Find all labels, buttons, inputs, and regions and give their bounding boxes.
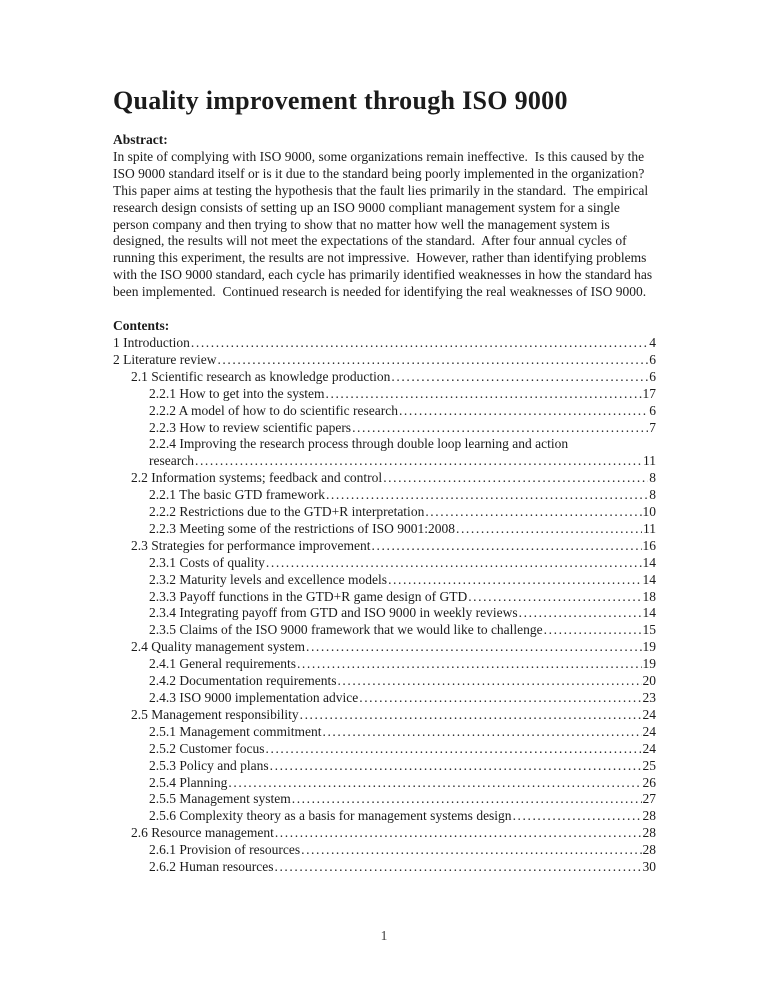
toc-dot-leader bbox=[274, 859, 641, 876]
toc-entry-title: 2.1 Scientific research as knowledge production bbox=[131, 368, 391, 384]
toc-entry-title: 2.6 Resource management bbox=[131, 825, 274, 841]
toc-entry-title: 2.4.1 General requirements bbox=[149, 656, 296, 672]
toc-entry-title: research bbox=[149, 453, 194, 469]
toc-dot-leader bbox=[301, 842, 641, 859]
toc-entry bbox=[113, 724, 656, 741]
toc-dot-leader bbox=[292, 791, 642, 808]
toc-dot-leader bbox=[425, 504, 641, 521]
abstract-section bbox=[113, 132, 656, 301]
toc-entry-title: 2.3.3 Payoff functions in the GTD+R game design of GTD bbox=[149, 588, 468, 604]
abstract-body: In spite of complying with ISO 9000, some organizations remain ineffective. Is this caused by the ISO 9000 standard itself or is it due to the standard being poorly implemented in the organization? This paper aims at testing the hypothesis that the fault lies primarily in the standard. The empirical research design consists of setting up an ISO 9000 compliant management system for a single person company and then trying to show that no matter how well the management system is designed, the results will not meet the expectations of the standard. After four annual cycles of running this experiment, the results are not impressive. However, rather than identifying problems with the ISO 9000 standard, each cycle has primarily identified weaknesses in how the standard has been implemented. Continued research is needed for identifying the real weaknesses of ISO 9000. bbox=[113, 148, 656, 300]
toc-page-number: 28 bbox=[642, 842, 656, 858]
toc-entry-title: 2.5.3 Policy and plans bbox=[149, 757, 269, 773]
toc-page-number: 8 bbox=[649, 470, 656, 486]
toc-entry bbox=[113, 605, 656, 622]
toc-page-number: 11 bbox=[643, 453, 656, 469]
toc-entry bbox=[113, 504, 656, 521]
toc-entry-title: 2 Literature review bbox=[113, 351, 217, 367]
contents-heading: Contents: bbox=[113, 318, 170, 334]
toc-page-number: 28 bbox=[642, 808, 656, 824]
toc-page-number: 6 bbox=[649, 351, 656, 367]
toc-page-number: 11 bbox=[643, 520, 656, 536]
toc-page-number: 24 bbox=[642, 740, 656, 756]
toc-entry bbox=[113, 436, 656, 453]
toc-dot-leader bbox=[326, 487, 648, 504]
toc-page-number: 15 bbox=[642, 622, 656, 638]
toc-dot-leader bbox=[266, 555, 642, 572]
toc-page-number: 27 bbox=[642, 791, 656, 807]
toc-entry bbox=[113, 656, 656, 673]
toc-entry bbox=[113, 859, 656, 876]
toc-entry-title: 2.2.1 How to get into the system bbox=[149, 385, 325, 401]
toc-entry-title: 2.4 Quality management system bbox=[131, 639, 305, 655]
toc-page-number: 6 bbox=[649, 402, 656, 418]
toc-dot-leader bbox=[297, 656, 642, 673]
toc-dot-leader bbox=[306, 639, 642, 656]
contents-section bbox=[113, 318, 656, 876]
toc-dot-leader bbox=[270, 758, 642, 775]
toc-page-number: 7 bbox=[649, 419, 656, 435]
toc-entry-title: 2.3 Strategies for performance improvement bbox=[131, 537, 371, 553]
toc-entry bbox=[113, 369, 656, 386]
toc-dot-leader bbox=[513, 808, 642, 825]
toc-entry-title: 2.2.4 Improving the research process through double loop learning and action bbox=[149, 436, 569, 452]
toc-dot-leader bbox=[195, 453, 642, 470]
toc-page-number: 25 bbox=[642, 757, 656, 773]
toc-entry bbox=[113, 690, 656, 707]
toc-dot-leader bbox=[217, 352, 648, 369]
toc-entry-title: 2.6.2 Human resources bbox=[149, 859, 274, 875]
toc-dot-leader bbox=[266, 741, 642, 758]
toc-entry-title: 2.5.6 Complexity theory as a basis for management systems design bbox=[149, 808, 512, 824]
toc-page-number: 10 bbox=[642, 504, 656, 520]
toc-entry bbox=[113, 453, 656, 470]
toc-dot-leader bbox=[359, 690, 641, 707]
toc-entry-title: 2.3.1 Costs of quality bbox=[149, 554, 265, 570]
toc-entry bbox=[113, 538, 656, 555]
toc-page-number: 20 bbox=[642, 673, 656, 689]
toc-page-number: 26 bbox=[642, 774, 656, 790]
page-number-footer: 1 bbox=[380, 928, 388, 943]
toc-entry-title: 2.2.2 A model of how to do scientific research bbox=[149, 402, 398, 418]
toc-entry bbox=[113, 521, 656, 538]
toc-entry-title: 2.2.2 Restrictions due to the GTD+R interpretation bbox=[149, 504, 425, 520]
toc-page-number: 19 bbox=[642, 656, 656, 672]
toc-entry-title: 2.5 Management responsibility bbox=[131, 706, 299, 722]
toc-entry-title: 2.6.1 Provision of resources bbox=[149, 842, 301, 858]
toc-entry bbox=[113, 622, 656, 639]
toc-dot-leader bbox=[337, 673, 641, 690]
toc-entry-title: 2.5.1 Management commitment bbox=[149, 723, 322, 739]
toc-dot-leader bbox=[519, 605, 642, 622]
toc-entry bbox=[113, 572, 656, 589]
toc-entry bbox=[113, 420, 656, 437]
toc-dot-leader bbox=[326, 386, 642, 403]
toc-entry bbox=[113, 386, 656, 403]
toc-entry bbox=[113, 808, 656, 825]
toc-dot-leader bbox=[383, 470, 648, 487]
toc-dot-leader bbox=[191, 335, 648, 352]
toc-page-number: 19 bbox=[642, 639, 656, 655]
toc-entry-title: 2.2.3 Meeting some of the restrictions of ISO 9001:2008 bbox=[149, 520, 455, 536]
toc-page-number: 17 bbox=[642, 385, 656, 401]
toc-page-number: 14 bbox=[642, 554, 656, 570]
toc-entry-title: 1 Introduction bbox=[113, 334, 190, 350]
toc-dot-leader bbox=[228, 775, 641, 792]
toc-entry bbox=[113, 487, 656, 504]
toc-dot-leader bbox=[391, 369, 648, 386]
toc-entry bbox=[113, 791, 656, 808]
toc-page-number: 23 bbox=[642, 690, 656, 705]
toc-page-number: 4 bbox=[649, 334, 656, 350]
toc-dot-leader bbox=[468, 589, 641, 606]
toc-entry-title: 2.2 Information systems; feedback and control bbox=[131, 470, 383, 486]
toc-entry-title: 2.4.2 Documentation requirements bbox=[149, 673, 337, 689]
toc-entry-title: 2.3.2 Maturity levels and excellence models bbox=[149, 571, 388, 587]
toc-entry bbox=[113, 673, 656, 690]
toc-page-number: 6 bbox=[649, 368, 656, 384]
toc-entry bbox=[113, 741, 656, 758]
toc-entry bbox=[113, 335, 656, 352]
abstract-heading: Abstract: bbox=[113, 132, 168, 147]
toc-page-number: 8 bbox=[649, 487, 656, 503]
toc-dot-leader bbox=[399, 403, 648, 420]
toc-entry-title: 2.2.3 How to review scientific papers bbox=[149, 419, 352, 435]
toc-dot-leader bbox=[275, 825, 642, 842]
toc-entry bbox=[113, 555, 656, 572]
toc-dot-leader bbox=[322, 724, 641, 741]
toc-page-number: 16 bbox=[642, 537, 656, 553]
toc-page-number: 24 bbox=[642, 723, 656, 739]
paper-title: Quality improvement through ISO 9000 bbox=[113, 86, 568, 115]
toc-entry-title: 2.5.4 Planning bbox=[149, 774, 228, 790]
toc-page-number: 30 bbox=[642, 859, 656, 875]
toc-dot-leader bbox=[544, 622, 642, 639]
toc-entry-title: 2.5.2 Customer focus bbox=[149, 740, 265, 756]
toc-entry bbox=[113, 403, 656, 420]
toc-dot-leader bbox=[300, 707, 642, 724]
toc-page-number: 14 bbox=[642, 571, 656, 587]
toc-entry-title: 2.3.5 Claims of the ISO 9000 framework that we would like to challenge bbox=[149, 622, 543, 638]
toc-page-number: 24 bbox=[642, 706, 656, 722]
toc-entry bbox=[113, 589, 656, 606]
toc-dot-leader bbox=[372, 538, 642, 555]
toc-entry bbox=[113, 825, 656, 842]
toc-entry bbox=[113, 707, 656, 724]
toc-dot-leader bbox=[352, 420, 648, 437]
toc-entry bbox=[113, 470, 656, 487]
toc-entry bbox=[113, 352, 656, 369]
toc-list bbox=[113, 335, 656, 876]
toc-dot-leader bbox=[388, 572, 641, 589]
toc-entry bbox=[113, 639, 656, 656]
toc-entry-title: 2.3.4 Integrating payoff from GTD and ISO 9000 in weekly reviews bbox=[149, 605, 518, 621]
toc-page-number: 14 bbox=[642, 605, 656, 621]
toc-entry-title: 2.2.1 The basic GTD framework bbox=[149, 487, 325, 503]
toc-dot-leader bbox=[456, 521, 642, 538]
toc-entry bbox=[113, 775, 656, 792]
toc-entry bbox=[113, 758, 656, 775]
toc-entry-title: 2.4.3 ISO 9000 implementation advice bbox=[149, 690, 359, 705]
toc-page-number: 28 bbox=[642, 825, 656, 841]
toc-page-number: 18 bbox=[642, 588, 656, 604]
toc-entry bbox=[113, 842, 656, 859]
toc-entry-title: 2.5.5 Management system bbox=[149, 791, 291, 807]
